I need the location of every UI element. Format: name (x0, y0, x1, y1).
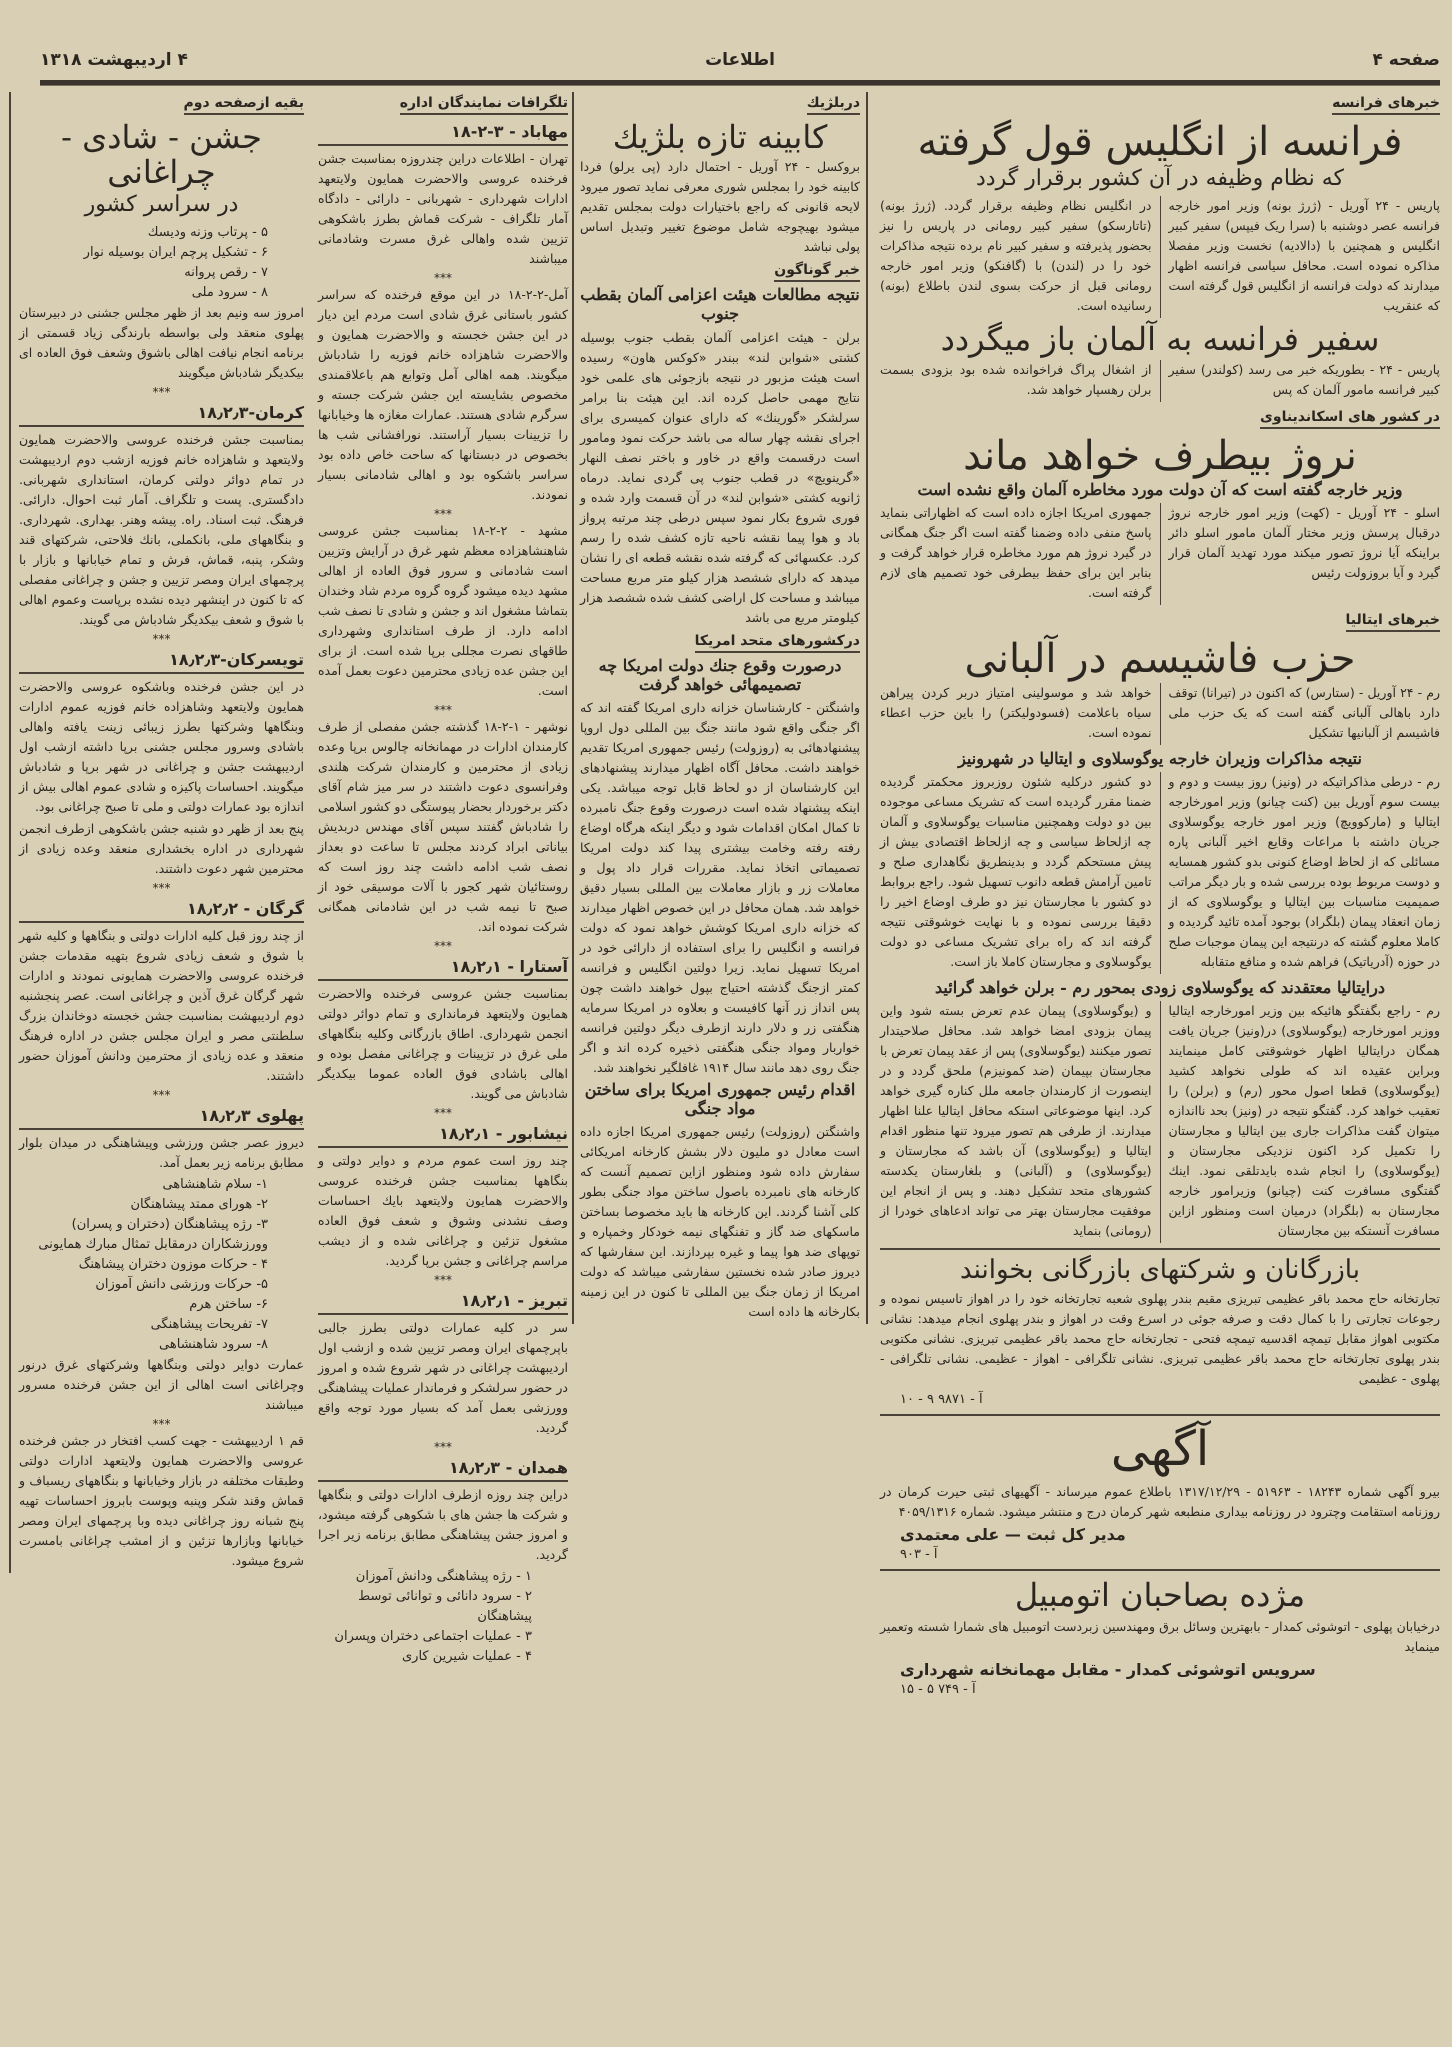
article-paragraph: نوشهر - ۱-۲-۱۸ گذشته جشن مفصلی از طرف کارمندان ادارات در مهمانخانه چالوس برپا وعده زیادی از محترمین و کارمندان شرکت هلندی وفرانسوی دعوت داشتند در سر میز شام آقای دکتر برخوردار بحضار پیوستگی دو کشور اسلامی را شادباش گفتند سپس آقای مهندس دربدیش بیاناتی ابراد کردند مجلس تا ساعت دو بعداز نصف شب ادامه داشت چند روز است که روستائیان شهر کجور با آلات موسیقی خود از صبح تا نیمه شب در این شادمانی همگانی شرکت نموده اند. (318, 719, 569, 934)
article-paragraph: بمناسبت جشن عروسی فرخنده والاحضرت همایون ولایتعهد فرمانداری و تمام دوائر دولتی انجمن شهرداری. اطاق بازرگانی وکلیه بنگاههای ملی غرق در تزیینات و چراغانی مفصل بوده و اهالی باشادی فوق العاده عموما بیکدیگر شادباش می گویند. (318, 986, 568, 1101)
separator-stars: *** (434, 1440, 452, 1454)
article-paragraph: آمل-۲-۲-۱۸ در این موقع فرخنده که سراسر کشور باستانی غرق شادی است مردم این دیار در این جشن خجسته و والاحضرت همایون و والاحضرت شاهزاده خانم فوزیه را شادباش میگویند. همه اهالی آمل وتوابع هم باعلاقمندی مخصوص بشایسته این جشن شرکت جسته و سرگرم شادی هستند. عمارات مغازه ها وخیابانها را تزیینات بسیار آراستند. نورافشانی شب ها بخصوص در دبستانها که ساحت خاص داده بود سراسر باشکوه بود و اهالی شادمانی بسیار نمودند. (318, 287, 568, 502)
article-paragraph: بمناسبت جشن فرخنده عروسی والاحضرت همایون ولایتعهد و شاهزاده خانم فوزیه ازشب دوم اردیبهشت در تمام دوائر دولتی کرمان، استانداری شهربانی. دادگستری. پست و تلگراف. آمار ثبت احوال. دارائی. فرهنگ. ثبت اسناد. راه. پیشه وهنر. بهداری. شهرداری. و بنگاههای ملی، بانکملی، بانك فلاحتی، شرکتهای قند وشکر، پنبه، قماش، فرش و تمام خیابانها و بازار با پرچمهای ایران ومصر تزیین و جشن و چراغانی مفصلی که تا کنون در اینشهر دیده نشده برپاست وعموم اهالی با شوق و شعف بیکدیگر شادباش می گویند. (19, 431, 304, 627)
divider-rule (880, 1569, 1440, 1571)
article-paragraph: بیرو آگهی شماره ۱۸۲۴۳ - ۵۱۹۶۳ - ۱۳۱۷/۱۲/۲۹ باطلاع عموم میرساند - آگهیهای ثبتی حیرت کرمان در روزنامه استقامت وچترود در روزنامه بیداری منطبعه شهر کرمان درج و منتشر میشود. شماره ۴۰۵۹/۱۳۱۶ (880, 1483, 1440, 1519)
headline: حزب فاشیسم در آلبانی (964, 635, 1356, 682)
article-paragraph-right: پاریس - ۲۴ آوریل - (ژرژ بونه) وزیر امور خارجه فرانسه عصر دوشنبه با (سرا ریک فیپس) سفیر کبیر انگلیس و همچنین با (دالادیه) نخست وزیر مفصلا مذاکره نموده است. محافل سیاسی فرانسه اظهار میدارند که دولت فرانسه از انگلیس قول گرفته است که عنقریب (1168, 198, 1440, 314)
subheadline: نتیجه مذاکرات وزیران خارجه یوگوسلاوی و ایتالیا در شهرونیز (958, 748, 1362, 768)
separator-stars: *** (434, 507, 452, 521)
advertisement-title: آگهی (1110, 1421, 1210, 1478)
article-paragraph-right: رم - ۲۴ آوریل - (ستارس) که اکنون در (تیرانا) توقف دارد باهالی آلبانی گفته است که یک حزب ملی فاشیسم از آلبانیها تشکیل (1168, 684, 1440, 740)
city-dateline: کرمان-۱۸٫۲٫۳ (19, 403, 304, 427)
city-dateline: نیشابور - ۱۸٫۲٫۱ (318, 1124, 568, 1148)
article-two-column (880, 772, 1440, 974)
program-list (19, 223, 304, 303)
article-paragraph-left: جمهوری امریکا اجازه داده است که اظهاراتی بنماید پاسخ منفی داده وضمنا گفته است اگر جنگ همگانی در گیرد نروژ هم مورد مخاطره قرار خواهد گرفت و بنابر این برای حفظ بیطرفی خود تصمیم های لازم گرفته است. (880, 504, 1152, 600)
article-paragraph-right: رم - درطی مذاکراتیکه در (ونیز) روز بیست و دوم و بیست سوم آوریل بین (کنت چیانو) وزیر امورخارجه ایتالیا و (مارکوویچ) وزیر امور خارجه یوگوسلاوی جریان داشته با مراعات وقایع اخیر آلبانی پاره مسائلی که از لحاظ اوضاع کنونی بدو کشور همسایه و دوست مربوط بوده بررسی شده و بار دیگر مراتب صمیمیت مناسبات بین ایتالیا و یوگوسلاوی که از زمان انعقاد پیمان (بلگراد) بوجود آمده تائید گردیده و کاملا معلوم گشته که درنتیجه این پیمان موجبات صلح در حوزه (آدریاتیک) فراهم شده و منافع متقابله (1168, 773, 1440, 969)
article-two-column (880, 503, 1440, 605)
column-divider (1160, 503, 1161, 605)
program-list-item: ۶- ساختن هرم (189, 1296, 268, 1312)
article-paragraph: دیروز عصر جشن ورزشی وپیشاهنگی در میدان بلوار مطابق برنامه زیر بعمل آمد. (19, 1134, 304, 1170)
program-list-item: ۱- سلام شاهنشاهی (162, 1176, 268, 1192)
article-paragraph: برلن - هیئت اعزامی آلمان بقطب جنوب بوسیله کشتی «شوابن لند» ببندر «کوکس هاون» رسیده است هیئت مزبور در نتیجه بازجوئی های علمی خود نتایج مهمی حاصل کرده اند. این هیئت بنا برامر سرلشکر «گورینك» که دارای عنوان کمیسری برای اجرای نقشه چهار ساله می باشد حرکت نمود ومامور است درقسمت واقع در خاور و باختر نصف النهار «گرینویچ» در قطب جنوب پی گردی نماید. درماه ژانویه کشتی «شوابن لند» در آن قسمت وارد شده و فوری شروع بکار نمود سپس درطی چند مرتبه پرواز باد و هوا پیما نقشه ناحیه تازه کشف شده را رسم کرد. عکسهائی که گرفته شده نقشه قطعه ای را نشان میدهد که دارای ششصد هزار کیلو متر مربع مساحت میباشد و مساحت کل اراضی کشف شده ششصد هزار کیلومتر مربع می باشد (580, 329, 860, 625)
city-dateline: مهاباد - ۳-۲-۱۸ (318, 122, 568, 146)
city-dateline: تویسرکان-۱۸٫۲٫۳ (19, 650, 304, 674)
article-paragraph-left: در انگلیس نظام وظیفه برقرار گردد. (ژرژ بونه) (تاتارسکو) سفیر کبیر رومانی در پاریس را نیز بحضور پذیرفته و سفیر کبیر نام برده نتیجه مذاکرات خود را در (لندن) با (گافنکو) وزیر امور خارجه رومانی قبل از حرکت بسوی لندن باطلاع (بونه) رسانیده است. (880, 198, 1152, 314)
separator-stars: *** (434, 939, 452, 953)
separator-stars: *** (152, 880, 171, 895)
separator-stars: *** (434, 1106, 452, 1120)
headline: فرانسه از انگلیس قول گرفته (917, 119, 1403, 165)
divider-rule (880, 1414, 1440, 1416)
column-divider (1160, 360, 1161, 402)
column-belgium-america (572, 92, 868, 1324)
article-paragraph: دراین چند روزه ازطرف ادارات دولتی و بنگاهها و شرکت ها جشن های با شکوهی گرفته میشود، و امروز جشن پیشاهنگی مطابق برنامه زیر اجرا گردید. (318, 1487, 568, 1562)
advertisement-title: مژده بصاحبان اتومبیل (1014, 1575, 1306, 1614)
city-dateline: گرگان - ۱۸٫۲٫۲ (19, 899, 304, 923)
headline: کابینه تازه بلژیك (612, 118, 828, 156)
separator-stars: *** (434, 271, 452, 285)
article-paragraph: تجارتخانه حاج محمد باقر عظیمی تبریزی مقیم بندر پهلوی شعبه تجارتخانه خود را در اهواز تاسیس نموده و رجوعات تجارتی را با کمال دقت و صرفه جوئی در اسرع وقت در اهواز و بندر پهلوی انجام میدهد: نشانی مکتوبی اهواز مقابل تیمچه اقدسیه تیمچه فتحی - تجارتخانه حاج محمد باقر عظیمی تبریزی. نشانی مکتوبی بندر پهلوی تجارتخانه حاج محمد باقر عظیمی تبریزی. نشانی تلگرافی - اهواز - عظیمی. نشانی تلگرافی - پهلوی - عظیمی (880, 1291, 1440, 1387)
advertisement-title: بازرگانان و شرکتهای بازرگانی بخوانند (960, 1255, 1360, 1286)
program-list-item: ۵- حرکات ورزشی دانش آموزان (95, 1276, 268, 1292)
subheadline: اقدام رئیس جمهوری امریکا برای ساختن مواد جنگی (584, 1079, 856, 1119)
program-list (19, 1175, 304, 1355)
article-paragraph: امروز سه ونیم بعد از ظهر مجلس جشنی در دبیرستان پهلوی منعقد ولی بواسطه بارندگی زیاد قسمتی از برنامه انجام نیافت اهالی باشوق وشعف فوق العاده ای بیکدیگر شادباش میگویند (19, 304, 304, 380)
article-paragraph: از چند روز قبل کلیه ادارات دولتی و بنگاهها و کلیه شهر با شوق و شعف زیادی شروع بتهیه مقدمات جشن فرخنده عروسی والاحضرت همایونی نمودند و ادارات شهر گرگان غرق آذین و چراغانی است. عصر پنجشنبه دوم اردیبهشت بمناسبت جشن خجسته دوخاندان بزرگ سلطنتی مصر و ایران مجلس جشن در اداره فرهنگ منعقد و عده زیادی از محترمین ودانش آموزان حضور داشتند. (19, 927, 304, 1083)
separator-stars: *** (152, 631, 171, 646)
section-kicker-label: دربلژیك (807, 94, 860, 115)
masthead (40, 50, 1440, 80)
subheadline: در سراسر کشور (84, 192, 239, 218)
column-divider (1160, 772, 1161, 974)
program-list-item: ۳ - عملیات اجتماعی دختران وپسران (334, 1629, 532, 1644)
city-dateline: پهلوی ۱۸٫۲٫۳ (19, 1106, 304, 1130)
article-paragraph: مشهد - ۲-۲-۱۸ بمناسبت جشن عروسی شاهنشاهزاده معظم شهر غرق در آرایش وتزیین است شادمانی و سرور فوق العاده از اهالی مشهد دیده میشود گروه گروه مردم شاد وخندان بتماشا مشغول اند و جشن و شادی تا نصف شب ادامه دارد. از طرف استانداری وشهرداری طاقهای نصرت مجللی برپا شده است. از برای این جشن عده زیادی محترمین دعوت بعمل آمده است. (318, 523, 568, 698)
article-paragraph-left: خواهد شد و موسولینی امتیاز دربر کردن پیراهن سیاه باعلامت (فسودولیکتر) را باین حزب اعطاء نموده است. (880, 684, 1152, 740)
column-divider (1160, 1001, 1161, 1243)
issue-date: ۴ اردیبهشت ۱۳۱۸ (40, 50, 188, 70)
page-number: صفحه ۴ (1372, 50, 1440, 70)
article-paragraph: بروکسل - ۲۴ آوریل - احتمال دارد (پی یرلو) فردا کابینه خود را بمجلس شوری معرفی نماید تصور میرود لایحه قانونی که راجع باختیارات دولت بمجلس تقدیم میشود بهیچوجه شامل موضوع تغییر وتبدیل اساس پولی نباشد (580, 159, 860, 255)
article-paragraph: قم ۱ اردیبهشت - جهت کسب افتخار در جشن فرخنده عروسی والاحضرت همایون ولایتعهد ادارات دولتی وطبقات مختلفه در بازار وخیابانها و بنگاههای ریسباف و قماش وقند شکر وپنبه وپوست بابروز احساسات تهیه پنج شبانه روز چراغانی دیده وبا پرچمهای ایران ومصر خیابانها وبازارها تزئین و از امشب چراغانی بامسرت شروع میشود. (19, 1432, 304, 1568)
masthead-rule (40, 80, 1440, 86)
article-paragraph: درخیابان پهلوی - اتوشوئی کمدار - بابهترین وسائل برق ومهندسین زبردست اتومبیل های شمارا شسته وتعمیر مینماید (880, 1619, 1440, 1655)
separator-stars: *** (152, 1416, 171, 1431)
headline: جشن - شادی - چراغانی (61, 118, 262, 192)
article-paragraph-left: و (یوگوسلاوی) پیمان عدم تعرض بسته شود واین پیمان بزودی امضا خواهد شد. محافل صلاحیتدار تصور میکنند (یوگوسلاوی) پس از عقد پیمان تعرض با مجارستان بپیمان (ضد کمونیزم) ملحق گردد و در اینصورت از کارمندان جامعه ملل کناره گیری خواهد کرد. اینها موضوعاتی استکه محافل ایتالیا علنا اظهار میدارند. از طرفی هم تصور میرود تنها منظور اقدام ایتالیا و (یوگوسلاوی) آن باشد که مجارستان و (یوگوسلاوی) و (آلبانی) و بلغارستان یکدسته کشورهای متحد تشکیل دهند. و پس از انجام این موفقیت مجارستان بهتر می تواند ادعاهای خودرا از (رومانی) بنماید (880, 1003, 1152, 1239)
article-paragraph-left: از اشغال پراگ فراخوانده شده بود بزودی بسمت برلن رهسپار خواهد شد. (880, 361, 1152, 397)
separator-stars: *** (152, 1087, 171, 1102)
separator-stars: *** (434, 1273, 452, 1287)
headline: نروژ بیطرف خواهد ماند (963, 432, 1357, 479)
program-list-item: ۸ - سرود ملی (191, 284, 268, 300)
column-foreign-news (880, 92, 1440, 1699)
section-kicker-label: تلگرافات نمایندگان اداره (400, 94, 568, 115)
article-paragraph: چند روز است عموم مردم و دوایر دولتی و بنگاهها بمناسبت جشن فرخنده عروسی والاحضرت همایون ولایتعهد بایك احساسات وصف نشدنی وشوق و شعف فوق العاده مشغول تزئین و چراغانی شده و از دیشب مراسم چراغانی و جشن برپا گردید. (318, 1153, 568, 1268)
article-paragraph-right: پاریس - ۲۴ - بطوریکه خبر می رسد (کولندر) سفیر کبیر فرانسه مامور آلمان که پس (1168, 361, 1440, 397)
program-list (318, 1567, 568, 1667)
newspaper-name: اطلاعات (705, 50, 775, 70)
program-list-item: ۳- رژه پیشاهنگان (دختران و پسران) وورزشکاران درمقابل تمثال مبارك همایونی (38, 1216, 268, 1252)
section-kicker-label: در کشور های اسکاندیناوی (1260, 408, 1440, 429)
column-telegrams (312, 92, 574, 1667)
article-two-column (880, 1001, 1440, 1243)
article-paragraph-right: رم - راجع بگفتگو هائیکه بین وزیر امورخارجه ایتالیا ووزیر امورخارجه (یوگوسلاوی) در(ونیز) جریان یافت همگان درایتالیا اظهار خوشوقتی کامل مینمایند وبراین عقیده اند که طولی نخواهد کشید (یوگوسلاوی) قطعا اصول محور (رم) و (برلن) را تعقیب خواهد کرد. گفتگو نتیجه در (ونیز) بحد نااندازه میتوان گفت مذاکرات جاری بین ایتالیا و مجارستان را تکمیل کرد اکنون نزدیکی مجارستان و (یوگوسلاوی) را انجام شده بایدتلقی نمود. اینك گفتگوی مسافرت کنت (چیانو) وزیرامور خارجه مجارستان به (بلگراد) درمیان است ومنظور ازاین مسافرت آنستکه بین مجارستان (1168, 1003, 1440, 1239)
section-kicker (318, 92, 568, 118)
article-paragraph: در این جشن فرخنده وباشکوه عروسی والاحضرت همایون ولایتعهد وشاهزاده خانم فوزیه عموم ادارات وبنگاهها وشرکتها بطرز زیبائی زینت یافته واهالی باشادی وسرور مجلس جشنی برپا داشته ازشب اول اردیبهشت جشن و چراغانی در شهر برپا و شادباش میگویند. احساسات پاکیزه و شادی عموم اهالی بیش از اندازه بود عمارات دولتی و ملی تا صبح چراغانی بود. (19, 678, 304, 814)
divider-rule (880, 1248, 1440, 1250)
section-kicker-label: خبرهای فرانسه (1332, 94, 1440, 115)
section-kicker (880, 92, 1440, 118)
section-kicker (580, 92, 860, 118)
separator-stars: *** (152, 384, 171, 399)
city-dateline: آستارا - ۱۸٫۲٫۱ (318, 957, 568, 981)
section-kicker-label: بقیه ازصفحه دوم (184, 94, 304, 115)
advertisement-code: آ - ۹۸۷۱ ۹ - ۱۰ (900, 1392, 983, 1408)
advertisement-code: آ - ۷۴۹ ۵ - ۱۵ (900, 1682, 976, 1698)
program-list-item: ۲ - سرود دانائی و توانائی توسط پیشاهنگان (358, 1589, 532, 1624)
article-two-column (880, 683, 1440, 745)
program-list-item: ۴ - عملیات شیرین کاری (401, 1649, 532, 1664)
section-kicker-label: درکشورهای متحد امریکا (695, 632, 860, 653)
column-celebrations (9, 92, 312, 1573)
article-paragraph: واشنگتن - کارشناسان خزانه داری امریکا گفته اند که اگر جنگی واقع شود مانند جنگ بین المللی دول اروپا پیشنهادهائی به (روزولت) رئیس جمهوری امریکا تقدیم خواهند داشت. محافل آگاه اظهار میدارند پیشنهادهای این کارشناسان از دو لحاظ قابل توجه میباشد. یکی اینکه پیشنهاد شده است درصورت وقوع جنگ نامبرده تا کمال امکان اقدامات شود و دیگر اینکه هرگاه اوضاع رفته رفته وخامت بیشتری پیدا کند دولت امریکا تصمیماتی اتخاذ نماید. مقررات قرار داد پول و معاملات زر و بازار معاملات بین المللی بسیار دقیق خواهد شد. همان محافل در این خصوص اظهار میدارند که خزانه داری امریکا کوشش خواهد نمود که دولت فرانسه و انگلیس را برای استفاده از دارائی خود در امریکا تسهیل نماید. زیرا دولتین انگلیس و فرانسه کمتر ازجنگ گذشته احتیاج بپول خواهند داشت چون پس انداز زر آنها کافیست و بعلاوه در امریکا سرمایه هنگفتی زر و دلار دارند ازطرف دیگر دولتین فرانسه خواربار ومواد جنگی هنگفتی ذخیره کرده اند و اگر جنگ روی دهد مانند سال ۱۹۱۴ غافلگیر نخواهند شد. (580, 699, 860, 1075)
article-paragraph: عمارت دوایر دولتی وبنگاهها وشرکتهای غرق درنور وچراغانی است اهالی از این جشن فرخنده مسرور میباشند (19, 1356, 304, 1412)
section-kicker-label: خبر گوناگون (774, 261, 860, 282)
advertisement-code: آ - ۹۰۳ (900, 1546, 938, 1562)
program-list-item: ۴ - حرکات موزون دختران پیشاهنگ (78, 1256, 268, 1272)
city-dateline: تبریز - ۱۸٫۲٫۱ (318, 1291, 568, 1315)
article-two-column (880, 360, 1440, 402)
subheadline: درایتالیا معتقدند که یوگوسلاوی زودی بمحور رم - برلن خواهد گرائید (935, 977, 1385, 997)
section-kicker (580, 259, 860, 285)
separator-stars: *** (434, 703, 452, 717)
subheadline: درصورت وقوع جنك دولت امریکا چه تصمیمهائی خواهد گرفت (598, 655, 842, 694)
subheadline: وزیر خارجه گفته است که آن دولت مورد مخاطره آلمان واقع نشده است (917, 479, 1403, 499)
program-list-item: ۶ - تشکیل پرچم ایران بوسیله نوار (83, 244, 268, 260)
program-list-item: ۱ - رژه پیشاهنگی ودانش آموزان (355, 1569, 532, 1584)
column-divider (1160, 683, 1161, 745)
program-list-item: ۲- هورای ممتد پیشاهنگان (130, 1196, 268, 1212)
subheadline: نتیجه مطالعات هیئت اعزامی آلمان بقطب جنوب (580, 285, 860, 324)
advertisement-signature: سرویس اتوشوئی کمدار - مقابل مهمانخانه شهرداری (900, 1660, 1316, 1680)
article-paragraph: سر در کلیه عمارات دولتی بطرز جالبی باپرچمهای ایران ومصر تزیین شده و ازشب اول اردیبهشت چراغانی در شهر شروع شده و امروز در حضور سرلشکر و فرماندار عملیات پیشاهنگی وورزشی بعمل آمد که بسیار مورد توجه واقع گردید. (318, 1320, 568, 1435)
section-kicker-label: خبرهای ایتالیا (1346, 611, 1440, 632)
program-list-item: ۷- تفریحات پیشاهنگی (150, 1316, 268, 1332)
article-paragraph-right: اسلو - ۲۴ آوریل - (کهت) وزیر امور خارجه نروژ درقبال پرسش وزیر مختار آلمان مامور اسلو دائر براینکه آیا نروژ تصور میکند مورد تهدید آلمان قرار گیرد و آیا بروزولت رئیس (1168, 504, 1441, 580)
section-kicker (880, 406, 1440, 432)
article-paragraph: تهران - اطلاعات دراین چندروزه بمناسبت جشن فرخنده عروسی والاحضرت همایون ولایتعهد ادارات شهرداری - شهربانی - دارائی - دادگاه آمار تلگراف - شرکت قماش بطرز باشکوهی تزیین شده واهالی غرق مسرت وشادمانی میباشند (318, 151, 568, 266)
article-two-column (880, 196, 1440, 318)
city-dateline: همدان - ۱۸٫۲٫۳ (318, 1458, 568, 1482)
program-list-item: ۵ - پرتاب وزنه ودیسك (147, 224, 268, 240)
subheadline: که نظام وظیفه در آن کشور برقرار گردد (975, 166, 1345, 191)
section-kicker (880, 609, 1440, 635)
program-list-item: ۷ - رقص پروانه (184, 264, 268, 280)
article-paragraph-left: دو کشور درکلیه شئون روزبروز محکمتر گردیده ضمنا مقرر گردیده است که تشریک مساعی موجوده بین دو دولت وهمچنین مناسبات یوگوسلاوی و آلمان چه ازلحاظ سیاسی و چه ازلحاظ اقتصادی بیش از پیش مستحکم گردد و بدینطریق نگاهداری صلح و تامین آرامش قطعه دانوب تسهیل شود. راجع بروابط دو کشور با مجارستان نیز دو طرف اوضاع اخیر را دقیقا بررسی نموده و با نهایت خوشوقتی نتیجه گرفته اند که راه برای تشریک مساعی دو دولت یوگوسلاوی و مجارستان کاملا باز است. (880, 773, 1152, 969)
headline: سفیر فرانسه به آلمان باز میگردد (940, 320, 1380, 359)
advertisement-signature: مدیر کل ثبت — علی معتمدی (900, 1524, 1126, 1544)
article-paragraph: پنج بعد از ظهر دو شنبه جشن باشکوهی ازطرف انجمن شهرداری در اداره بخشداری منعقد وعده زیادی از محترمین شهر دعوت داشتند. (19, 820, 304, 876)
article-paragraph: واشنگتن (روزولت) رئیس جمهوری امریکا اجازه داده است معادل دو ملیون دلار بشش کارخانه امریکائی سفارش داده شود ومنظور ازاین تصمیم آنست که کارخانه های نامبرده باصول ساختن مواد جنگی بطور کلی آشنا گردند. این کارخانه ها باید مخصوصا بساختن ماسکهای ضد گاز و تفنگهای نیمه خودکار وخمپاره و توپهای ضد هوا پیما و غیره بپردازند. این سفارشها که دیروز صادر شده نخستین سفارشی میباشد که دولت امریکا از زمان جنگ بین المللی تا کنون در این زمینه بکارخانه ها داده است (580, 1124, 860, 1320)
section-kicker (19, 92, 304, 118)
program-list-item: ۸- سرود شاهنشاهی (159, 1336, 268, 1352)
section-kicker (580, 630, 860, 656)
column-divider (1160, 196, 1161, 318)
